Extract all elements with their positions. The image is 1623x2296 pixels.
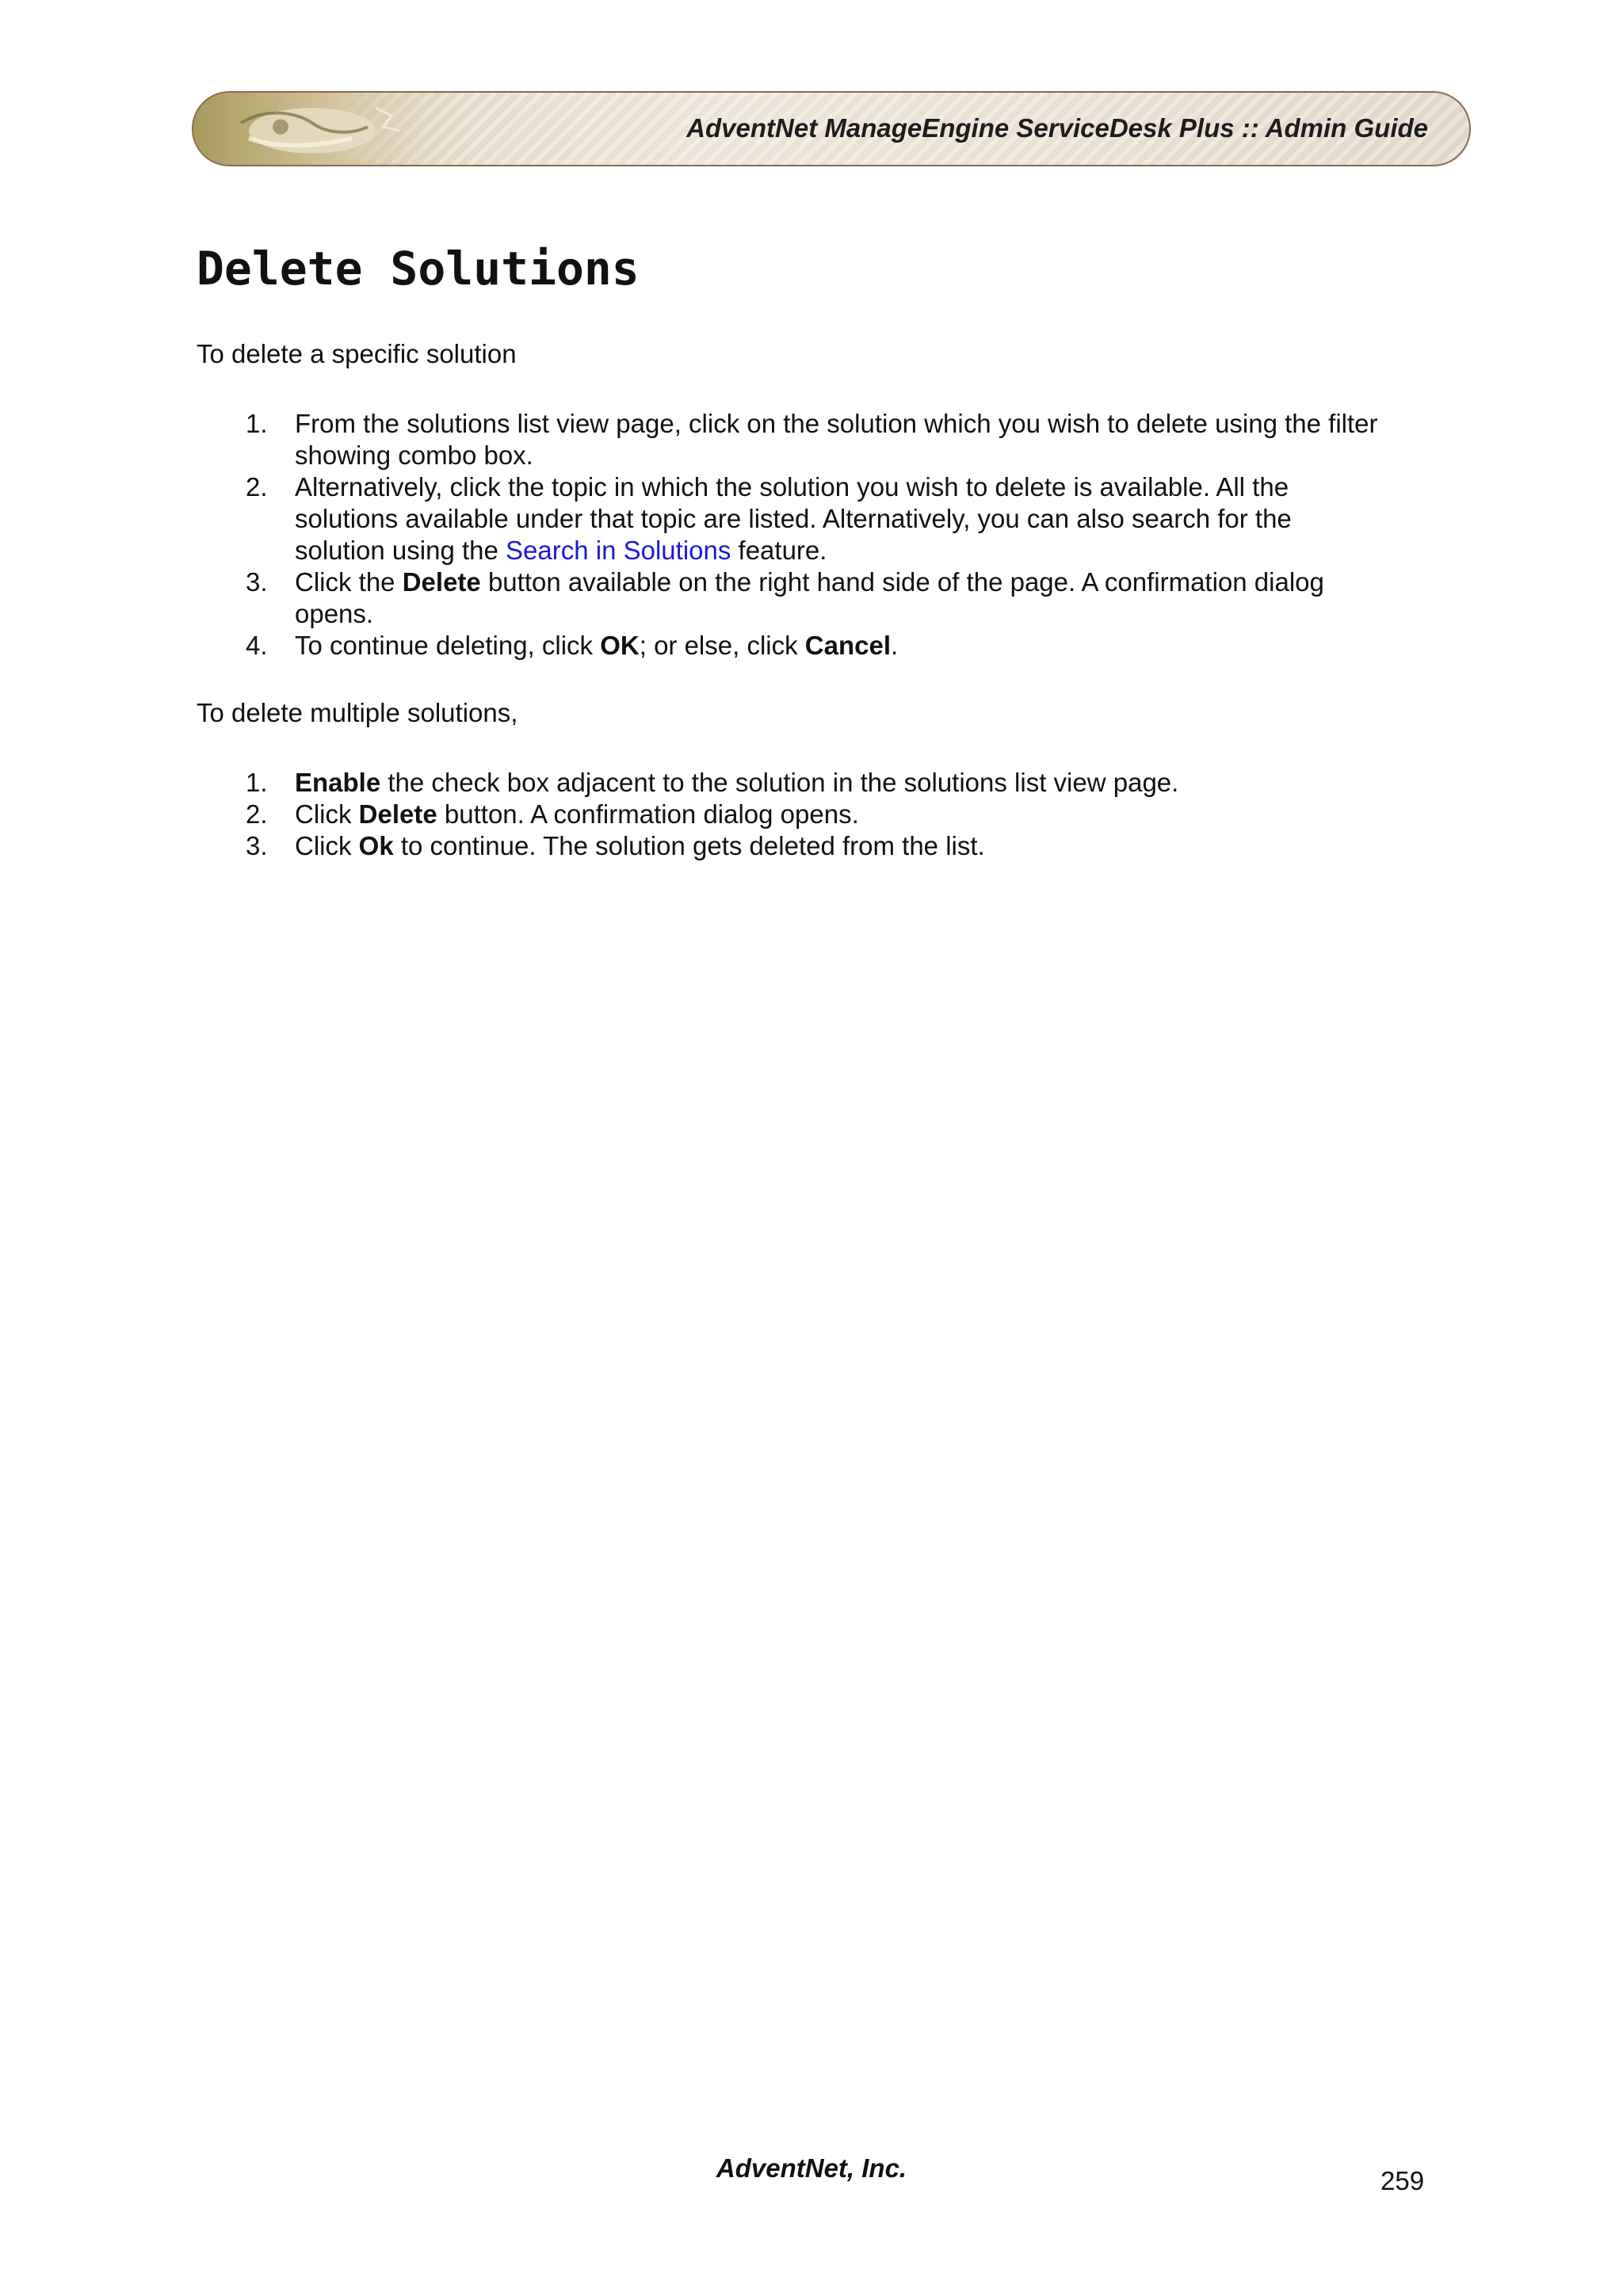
step-text: solution using the (295, 536, 506, 565)
list-item-number: 2. (246, 799, 268, 829)
step-text: From the solutions list view page, click on the solution which you wish to delete using the filter (295, 409, 1378, 438)
list-item-number: 3. (246, 831, 268, 860)
section1-steps-list (197, 408, 1472, 662)
step-text: Click (295, 831, 359, 860)
step-text: Click (295, 799, 359, 829)
step-text: the check box adjacent to the solution in the solutions list view page. (380, 768, 1179, 797)
bold-term-ok: Ok (358, 831, 394, 860)
header-decoration-image (193, 93, 455, 165)
list-item-number: 1. (246, 409, 268, 438)
list-item (197, 471, 1472, 566)
bold-term-delete: Delete (402, 567, 481, 597)
page-number: 259 (1381, 2166, 1425, 2195)
step-text: Click the (295, 567, 403, 597)
list-item-number: 3. (246, 567, 268, 597)
bold-term-delete: Delete (358, 799, 437, 829)
bold-term-cancel: Cancel (804, 631, 892, 660)
step-text: feature. (731, 536, 827, 565)
header-banner (192, 91, 1471, 166)
footer-company: AdventNet, Inc. (716, 2153, 907, 2183)
bold-term-ok: OK (600, 631, 640, 660)
step-text: button available on the right hand side of the page. A confirmation dialog (480, 567, 1324, 597)
list-item (197, 408, 1472, 471)
step-text: To continue deleting, click (295, 631, 601, 660)
list-item (197, 566, 1472, 630)
section1-intro: To delete a specific solution (197, 339, 517, 368)
list-item (197, 767, 1472, 799)
step-text: button. A confirmation dialog opens. (437, 799, 859, 829)
list-item-number: 2. (246, 472, 268, 502)
list-item (197, 830, 1472, 862)
step-text: solutions available under that topic are listed. Alternatively, you can also search for the (295, 504, 1292, 533)
section2-intro: To delete multiple solutions, (197, 698, 518, 727)
list-item-number: 1. (246, 768, 268, 797)
list-item-number: 4. (246, 631, 268, 660)
page-title: Delete Solutions (197, 242, 640, 296)
header-title: AdventNet ManageEngine ServiceDesk Plus :: Admin Guide (686, 113, 1428, 143)
section2-steps-list (197, 767, 1472, 862)
step-text: opens. (295, 599, 374, 628)
step-text: Alternatively, click the topic in which the solution you wish to delete is available. All the (295, 472, 1289, 502)
bold-term-enable: Enable (295, 768, 381, 797)
step-text: to continue. The solution gets deleted from the list. (393, 831, 985, 860)
step-text: . (891, 631, 899, 660)
step-text: showing combo box. (295, 441, 533, 470)
step-text: ; or else, click (639, 631, 805, 660)
search-in-solutions-link[interactable]: Search in Solutions (506, 536, 731, 565)
list-item (197, 630, 1472, 662)
list-item (197, 799, 1472, 830)
